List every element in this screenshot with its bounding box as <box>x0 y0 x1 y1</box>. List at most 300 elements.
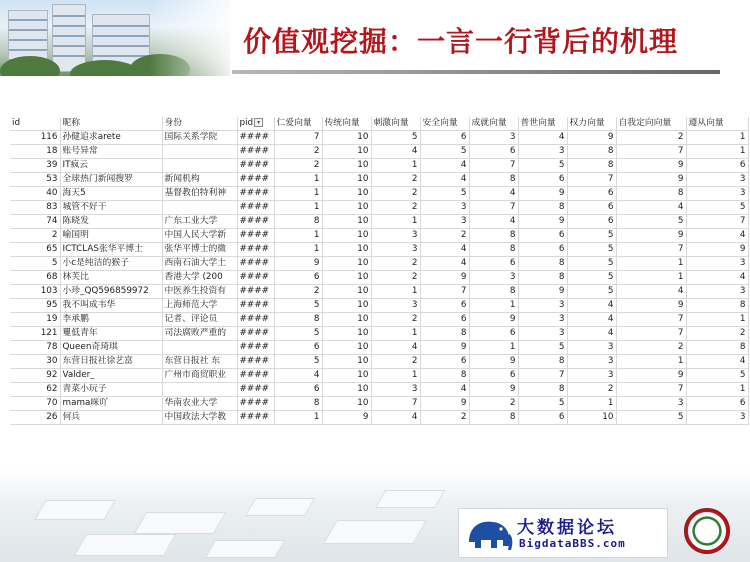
cell-self-direction: 3 <box>616 397 686 411</box>
cell-universalism: 7 <box>518 369 567 383</box>
cell-pid: #### <box>237 243 274 257</box>
cell-tradition: 10 <box>322 383 371 397</box>
cell-power: 6 <box>567 215 616 229</box>
cell-benevolence: 5 <box>274 327 322 341</box>
cell-tradition: 10 <box>322 215 371 229</box>
cell-stimulation: 4 <box>371 341 420 355</box>
table-row <box>10 341 748 355</box>
cell-benevolence: 4 <box>274 369 322 383</box>
cell-universalism: 5 <box>518 341 567 355</box>
cell-security: 4 <box>420 383 469 397</box>
cell-security: 4 <box>420 159 469 173</box>
cell-self-direction: 7 <box>616 383 686 397</box>
cell-tradition: 10 <box>322 257 371 271</box>
cell-self-direction: 5 <box>616 215 686 229</box>
table-row <box>10 131 748 145</box>
cell-stimulation: 1 <box>371 327 420 341</box>
cell-achievement: 1 <box>469 299 518 313</box>
cell-id: 95 <box>10 299 60 313</box>
table-row <box>10 145 748 159</box>
cell-achievement: 2 <box>469 397 518 411</box>
logo-chinese-text: 大数据论坛 <box>517 518 617 538</box>
cell-benevolence: 9 <box>274 257 322 271</box>
cell-stimulation: 3 <box>371 229 420 243</box>
cell-power: 1 <box>567 397 616 411</box>
table-header-row <box>10 117 748 131</box>
cell-identity: 新闻机构 <box>162 173 237 187</box>
cell-pid: #### <box>237 313 274 327</box>
cell-tradition: 10 <box>322 341 371 355</box>
cell-benevolence: 8 <box>274 397 322 411</box>
cell-power: 5 <box>567 285 616 299</box>
cell-power: 3 <box>567 355 616 369</box>
column-header-universalism: 普世向量 <box>518 117 567 131</box>
cell-benevolence: 8 <box>274 215 322 229</box>
cell-security: 2 <box>420 411 469 425</box>
cell-universalism: 6 <box>518 243 567 257</box>
cell-benevolence: 1 <box>274 173 322 187</box>
cell-nickname: 账号异常 <box>60 145 162 159</box>
cell-identity <box>162 159 237 173</box>
cell-conformity: 8 <box>686 299 748 313</box>
cell-power: 5 <box>567 243 616 257</box>
cell-conformity: 9 <box>686 243 748 257</box>
cell-power: 4 <box>567 299 616 313</box>
table-row <box>10 229 748 243</box>
cell-achievement: 8 <box>469 243 518 257</box>
cell-benevolence: 6 <box>274 271 322 285</box>
cell-tradition: 10 <box>322 271 371 285</box>
cell-pid: #### <box>237 201 274 215</box>
cell-achievement: 6 <box>469 327 518 341</box>
cell-identity: 中医养生投资有 <box>162 285 237 299</box>
cell-power: 3 <box>567 369 616 383</box>
cell-self-direction: 9 <box>616 229 686 243</box>
cell-nickname: 陈晓发 <box>60 215 162 229</box>
cell-self-direction: 7 <box>616 145 686 159</box>
cell-universalism: 3 <box>518 313 567 327</box>
table-row <box>10 187 748 201</box>
column-header-self-direction: 自我定向向量 <box>616 117 686 131</box>
cell-nickname: mama咪吖 <box>60 397 162 411</box>
table-row <box>10 243 748 257</box>
cell-conformity: 6 <box>686 159 748 173</box>
elephant-icon <box>463 512 515 556</box>
cell-security: 8 <box>420 369 469 383</box>
cell-stimulation: 2 <box>371 187 420 201</box>
cell-universalism: 8 <box>518 271 567 285</box>
cell-conformity: 1 <box>686 383 748 397</box>
cell-id: 40 <box>10 187 60 201</box>
cell-tradition: 10 <box>322 369 371 383</box>
cell-achievement: 6 <box>469 369 518 383</box>
cell-pid: #### <box>237 173 274 187</box>
cell-tradition: 10 <box>322 229 371 243</box>
table-row <box>10 355 748 369</box>
cell-stimulation: 2 <box>371 201 420 215</box>
column-header-id: id <box>10 117 60 131</box>
cell-pid: #### <box>237 369 274 383</box>
cell-power: 3 <box>567 341 616 355</box>
cell-stimulation: 1 <box>371 285 420 299</box>
cell-pid: #### <box>237 411 274 425</box>
cell-universalism: 6 <box>518 173 567 187</box>
cell-achievement: 7 <box>469 159 518 173</box>
cell-benevolence: 5 <box>274 299 322 313</box>
cell-id: 121 <box>10 327 60 341</box>
cell-pid: #### <box>237 187 274 201</box>
cell-achievement: 8 <box>469 285 518 299</box>
cell-achievement: 3 <box>469 131 518 145</box>
cell-id: 39 <box>10 159 60 173</box>
column-header-identity: 身份 <box>162 117 237 131</box>
cell-power: 4 <box>567 327 616 341</box>
cell-stimulation: 3 <box>371 299 420 313</box>
cell-security: 6 <box>420 299 469 313</box>
cell-self-direction: 5 <box>616 411 686 425</box>
cell-tradition: 10 <box>322 145 371 159</box>
cell-benevolence: 6 <box>274 383 322 397</box>
table-row <box>10 285 748 299</box>
cell-tradition: 10 <box>322 131 371 145</box>
cell-tradition: 9 <box>322 411 371 425</box>
cell-self-direction: 4 <box>616 285 686 299</box>
column-header-power: 权力向量 <box>567 117 616 131</box>
cell-benevolence: 1 <box>274 411 322 425</box>
cell-conformity: 3 <box>686 257 748 271</box>
cell-pid: #### <box>237 229 274 243</box>
cell-identity: 西南石油大学土 <box>162 257 237 271</box>
cell-self-direction: 9 <box>616 369 686 383</box>
cell-power: 8 <box>567 145 616 159</box>
cell-security: 8 <box>420 327 469 341</box>
cell-conformity: 5 <box>686 369 748 383</box>
cell-id: 2 <box>10 229 60 243</box>
cell-nickname: 喻国明 <box>60 229 162 243</box>
cell-achievement: 9 <box>469 383 518 397</box>
cell-security: 9 <box>420 271 469 285</box>
cell-stimulation: 1 <box>371 369 420 383</box>
table-row <box>10 257 748 271</box>
cell-pid: #### <box>237 145 274 159</box>
cell-tradition: 10 <box>322 173 371 187</box>
cell-universalism: 8 <box>518 355 567 369</box>
cell-identity: 东营日报社 东 <box>162 355 237 369</box>
cell-achievement: 3 <box>469 271 518 285</box>
cell-achievement: 8 <box>469 229 518 243</box>
cell-security: 4 <box>420 243 469 257</box>
cell-pid: #### <box>237 285 274 299</box>
cell-identity: 中国人民大学新 <box>162 229 237 243</box>
cell-conformity: 6 <box>686 397 748 411</box>
table-row <box>10 313 748 327</box>
cell-universalism: 9 <box>518 215 567 229</box>
cell-conformity: 1 <box>686 313 748 327</box>
cell-achievement: 6 <box>469 145 518 159</box>
cell-nickname: 李承鹏 <box>60 313 162 327</box>
cell-achievement: 6 <box>469 257 518 271</box>
cell-security: 9 <box>420 341 469 355</box>
table-row <box>10 327 748 341</box>
cell-identity: 基督教伯特利神 <box>162 187 237 201</box>
title-underline <box>232 70 720 74</box>
cell-self-direction: 1 <box>616 355 686 369</box>
cell-power: 6 <box>567 201 616 215</box>
cell-stimulation: 4 <box>371 145 420 159</box>
column-header-security: 安全向量 <box>420 117 469 131</box>
cell-nickname: 林芙比 <box>60 271 162 285</box>
cell-nickname: Queen奇琦琪 <box>60 341 162 355</box>
cell-power: 9 <box>567 131 616 145</box>
cell-nickname: 矍低青年 <box>60 327 162 341</box>
column-header-tradition: 传统向量 <box>322 117 371 131</box>
cell-pid: #### <box>237 159 274 173</box>
cell-achievement: 8 <box>469 411 518 425</box>
cell-pid: #### <box>237 397 274 411</box>
cell-tradition: 10 <box>322 313 371 327</box>
cell-security: 6 <box>420 131 469 145</box>
cell-power: 8 <box>567 159 616 173</box>
cell-stimulation: 2 <box>371 271 420 285</box>
cell-id: 83 <box>10 201 60 215</box>
cell-benevolence: 1 <box>274 243 322 257</box>
cell-universalism: 4 <box>518 131 567 145</box>
cell-benevolence: 5 <box>274 355 322 369</box>
cell-self-direction: 9 <box>616 159 686 173</box>
cell-tradition: 10 <box>322 285 371 299</box>
cell-pid: #### <box>237 271 274 285</box>
cell-self-direction: 9 <box>616 299 686 313</box>
cell-nickname: ICTCLAS张华平博士 <box>60 243 162 257</box>
cell-conformity: 5 <box>686 201 748 215</box>
cell-stimulation: 2 <box>371 355 420 369</box>
cell-pid: #### <box>237 299 274 313</box>
cell-nickname: 海天5 <box>60 187 162 201</box>
cell-id: 30 <box>10 355 60 369</box>
cell-tradition: 10 <box>322 299 371 313</box>
cell-pid: #### <box>237 257 274 271</box>
cell-self-direction: 8 <box>616 187 686 201</box>
cell-id: 53 <box>10 173 60 187</box>
cell-achievement: 9 <box>469 355 518 369</box>
column-header-stimulation: 刺激向量 <box>371 117 420 131</box>
cell-security: 4 <box>420 257 469 271</box>
cell-identity: 广州市商贸职业 <box>162 369 237 383</box>
cell-tradition: 10 <box>322 243 371 257</box>
cell-conformity: 3 <box>686 187 748 201</box>
cell-self-direction: 9 <box>616 173 686 187</box>
cell-self-direction: 4 <box>616 201 686 215</box>
cell-conformity: 3 <box>686 411 748 425</box>
cell-nickname: 东营日报社徐艺富 <box>60 355 162 369</box>
cell-benevolence: 1 <box>274 201 322 215</box>
cell-security: 9 <box>420 397 469 411</box>
cell-identity <box>162 145 237 159</box>
cell-security: 6 <box>420 355 469 369</box>
cell-benevolence: 8 <box>274 313 322 327</box>
cell-power: 2 <box>567 383 616 397</box>
cell-stimulation: 1 <box>371 215 420 229</box>
cell-id: 62 <box>10 383 60 397</box>
cell-universalism: 3 <box>518 327 567 341</box>
cell-universalism: 5 <box>518 159 567 173</box>
cell-pid: #### <box>237 341 274 355</box>
cell-power: 4 <box>567 313 616 327</box>
cell-security: 2 <box>420 229 469 243</box>
cell-achievement: 9 <box>469 313 518 327</box>
cell-conformity: 1 <box>686 145 748 159</box>
cell-nickname: 全球热门新闻搜罗 <box>60 173 162 187</box>
cell-universalism: 8 <box>518 257 567 271</box>
cell-conformity: 3 <box>686 285 748 299</box>
cell-pid: #### <box>237 215 274 229</box>
cell-identity: 张华平博士的微 <box>162 243 237 257</box>
cell-power: 7 <box>567 173 616 187</box>
cell-stimulation: 3 <box>371 243 420 257</box>
cell-self-direction: 7 <box>616 243 686 257</box>
cell-id: 18 <box>10 145 60 159</box>
slide-title: 价值观挖掘：一言一行背后的机理 <box>243 25 679 58</box>
cell-identity <box>162 383 237 397</box>
cell-id: 65 <box>10 243 60 257</box>
cell-stimulation: 7 <box>371 397 420 411</box>
cell-benevolence: 2 <box>274 285 322 299</box>
cell-benevolence: 1 <box>274 187 322 201</box>
cell-universalism: 8 <box>518 383 567 397</box>
cell-nickname: 小珍_QQ596859972 <box>60 285 162 299</box>
column-header-nickname: 昵称 <box>60 117 162 131</box>
cell-stimulation: 2 <box>371 313 420 327</box>
cell-identity: 上海师范大学 <box>162 299 237 313</box>
cell-self-direction: 7 <box>616 327 686 341</box>
cell-pid: #### <box>237 327 274 341</box>
cell-identity: 华南农业大学 <box>162 397 237 411</box>
table-row <box>10 271 748 285</box>
cell-self-direction: 1 <box>616 257 686 271</box>
cell-id: 103 <box>10 285 60 299</box>
cell-id: 92 <box>10 369 60 383</box>
cell-pid: #### <box>237 383 274 397</box>
cell-security: 5 <box>420 187 469 201</box>
cell-universalism: 3 <box>518 145 567 159</box>
cell-power: 5 <box>567 271 616 285</box>
cell-id: 70 <box>10 397 60 411</box>
cell-id: 116 <box>10 131 60 145</box>
cell-achievement: 4 <box>469 187 518 201</box>
cell-pid: #### <box>237 131 274 145</box>
table-row <box>10 369 748 383</box>
cell-id: 78 <box>10 341 60 355</box>
cell-security: 3 <box>420 215 469 229</box>
cell-benevolence: 6 <box>274 341 322 355</box>
university-seal-icon <box>684 508 730 554</box>
cell-nickname: 小c是纯洁的猴子 <box>60 257 162 271</box>
bigdatabbs-logo <box>458 508 668 558</box>
logo-english-text: BigdataBBS.com <box>519 537 626 550</box>
header-campus-photo <box>0 0 230 76</box>
cell-identity <box>162 201 237 215</box>
value-vector-table <box>10 117 749 425</box>
table-row <box>10 173 748 187</box>
cell-stimulation: 3 <box>371 383 420 397</box>
cell-security: 5 <box>420 145 469 159</box>
cell-identity: 国际关系学院 <box>162 131 237 145</box>
cell-universalism: 9 <box>518 187 567 201</box>
cell-achievement: 7 <box>469 201 518 215</box>
table-row <box>10 215 748 229</box>
cell-benevolence: 2 <box>274 159 322 173</box>
cell-conformity: 3 <box>686 173 748 187</box>
cell-identity <box>162 341 237 355</box>
table-row <box>10 397 748 411</box>
cell-universalism: 8 <box>518 201 567 215</box>
cell-security: 7 <box>420 285 469 299</box>
column-header-achievement: 成就向量 <box>469 117 518 131</box>
cell-conformity: 4 <box>686 355 748 369</box>
cell-tradition: 10 <box>322 187 371 201</box>
cell-stimulation: 4 <box>371 411 420 425</box>
cell-nickname: 我不叫成韦华 <box>60 299 162 313</box>
cell-identity: 广东工业大学 <box>162 215 237 229</box>
cell-self-direction: 1 <box>616 271 686 285</box>
cell-nickname: IT疯云 <box>60 159 162 173</box>
table-row <box>10 299 748 313</box>
table-row <box>10 201 748 215</box>
cell-power: 5 <box>567 229 616 243</box>
column-header-pid[interactable]: pid ▾ <box>237 117 274 131</box>
cell-conformity: 8 <box>686 341 748 355</box>
cell-achievement: 1 <box>469 341 518 355</box>
cell-benevolence: 7 <box>274 131 322 145</box>
cell-security: 6 <box>420 313 469 327</box>
cell-identity: 中国政法大学教 <box>162 411 237 425</box>
cell-self-direction: 2 <box>616 131 686 145</box>
cell-identity: 司法腐败严重的 <box>162 327 237 341</box>
cell-power: 6 <box>567 187 616 201</box>
cell-power: 10 <box>567 411 616 425</box>
table-row <box>10 159 748 173</box>
cell-benevolence: 2 <box>274 145 322 159</box>
column-header-conformity: 遵从向量 <box>686 117 748 131</box>
cell-self-direction: 7 <box>616 313 686 327</box>
cell-tradition: 10 <box>322 397 371 411</box>
table-row <box>10 411 748 425</box>
cell-id: 74 <box>10 215 60 229</box>
cell-achievement: 8 <box>469 173 518 187</box>
cell-universalism: 6 <box>518 229 567 243</box>
cell-tradition: 10 <box>322 159 371 173</box>
cell-nickname: 青菜小玩子 <box>60 383 162 397</box>
cell-stimulation: 1 <box>371 159 420 173</box>
cell-universalism: 5 <box>518 397 567 411</box>
cell-security: 3 <box>420 201 469 215</box>
cell-universalism: 3 <box>518 299 567 313</box>
dropdown-arrow-icon[interactable]: ▾ <box>254 118 263 127</box>
cell-stimulation: 5 <box>371 131 420 145</box>
table-body <box>10 131 748 425</box>
cell-tradition: 10 <box>322 327 371 341</box>
cell-nickname: 城管不好干 <box>60 201 162 215</box>
cell-benevolence: 1 <box>274 229 322 243</box>
cell-achievement: 4 <box>469 215 518 229</box>
cell-conformity: 4 <box>686 229 748 243</box>
cell-id: 19 <box>10 313 60 327</box>
cell-nickname: Valder_ <box>60 369 162 383</box>
cell-identity: 记者、评论员 <box>162 313 237 327</box>
cell-identity: 香港大学 (200 <box>162 271 237 285</box>
table-row <box>10 383 748 397</box>
cell-conformity: 7 <box>686 215 748 229</box>
